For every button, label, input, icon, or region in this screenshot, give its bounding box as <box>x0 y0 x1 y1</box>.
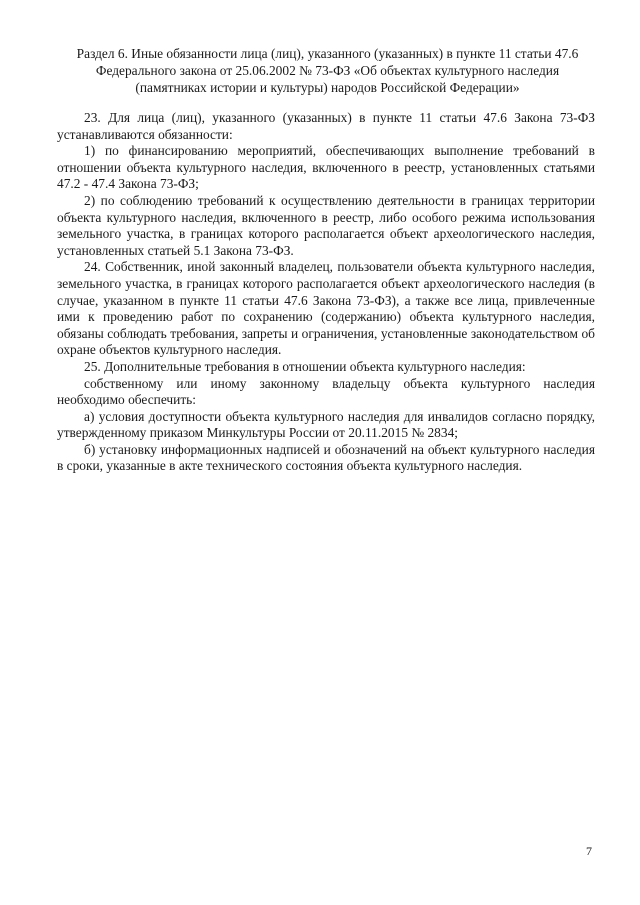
paragraph-23-item-1: 1) по финансированию мероприятий, обеспечивающих выполнение требований в отношении объекта культурного наследия, включенного в реестр, установленных статьями 47.2 - 47.4 Закона 73-ФЗ; <box>57 143 595 192</box>
paragraph-23-item-2: 2) по соблюдению требований к осуществлению деятельности в границах территории объекта культурного наследия, включенного в реестр, либо особого режима использования земельного участка, в границах которого располагается объект археологического наследия, установленных статьей 5.1 Закона 73-ФЗ. <box>57 192 595 258</box>
paragraph-25-item-a: а) условия доступности объекта культурного наследия для инвалидов согласно порядку, утвержденному приказом Минкультуры России от 20.11.2015 № 2834; <box>57 408 595 441</box>
page-number: 7 <box>586 844 592 858</box>
document-body <box>57 110 595 475</box>
paragraph-25-intro: собственному или иному законному владельцу объекта культурного наследия необходимо обеспечить: <box>57 375 595 408</box>
paragraph-23: 23. Для лица (лиц), указанного (указанных) в пункте 11 статьи 47.6 Закона 73-ФЗ устанавливаются обязанности: <box>57 110 595 142</box>
paragraph-25: 25. Дополнительные требования в отношении объекта культурного наследия: <box>84 358 526 374</box>
paragraph-25-item-b: б) установку информационных надписей и обозначений на объект культурного наследия в сроки, указанные в акте технического состояния объекта культурного наследия. <box>57 441 595 474</box>
paragraph-24: 24. Собственник, иной законный владелец, пользователи объекта культурного наследия, земельного участка, в границах которого располагается объект археологического наследия (в случае, указанном в пункте 11 статьи 47.6 Закона 73-ФЗ), а также все лица, привлеченные ими к проведению работ по сохранению (содержанию) объекта культурного наследия, обязаны соблюдать требования, запреты и ограничения, установленные законодательством об охране объектов культурного наследия. <box>57 259 595 358</box>
section-title: Раздел 6. Иные обязанности лица (лиц), указанного (указанных) в пункте 11 статьи 47.6 Федерального закона от 25.06.2002 № 73-ФЗ «Об объектах культурного наследия (памятниках истории и культуры) народов Российской Федерации» <box>76 46 579 95</box>
